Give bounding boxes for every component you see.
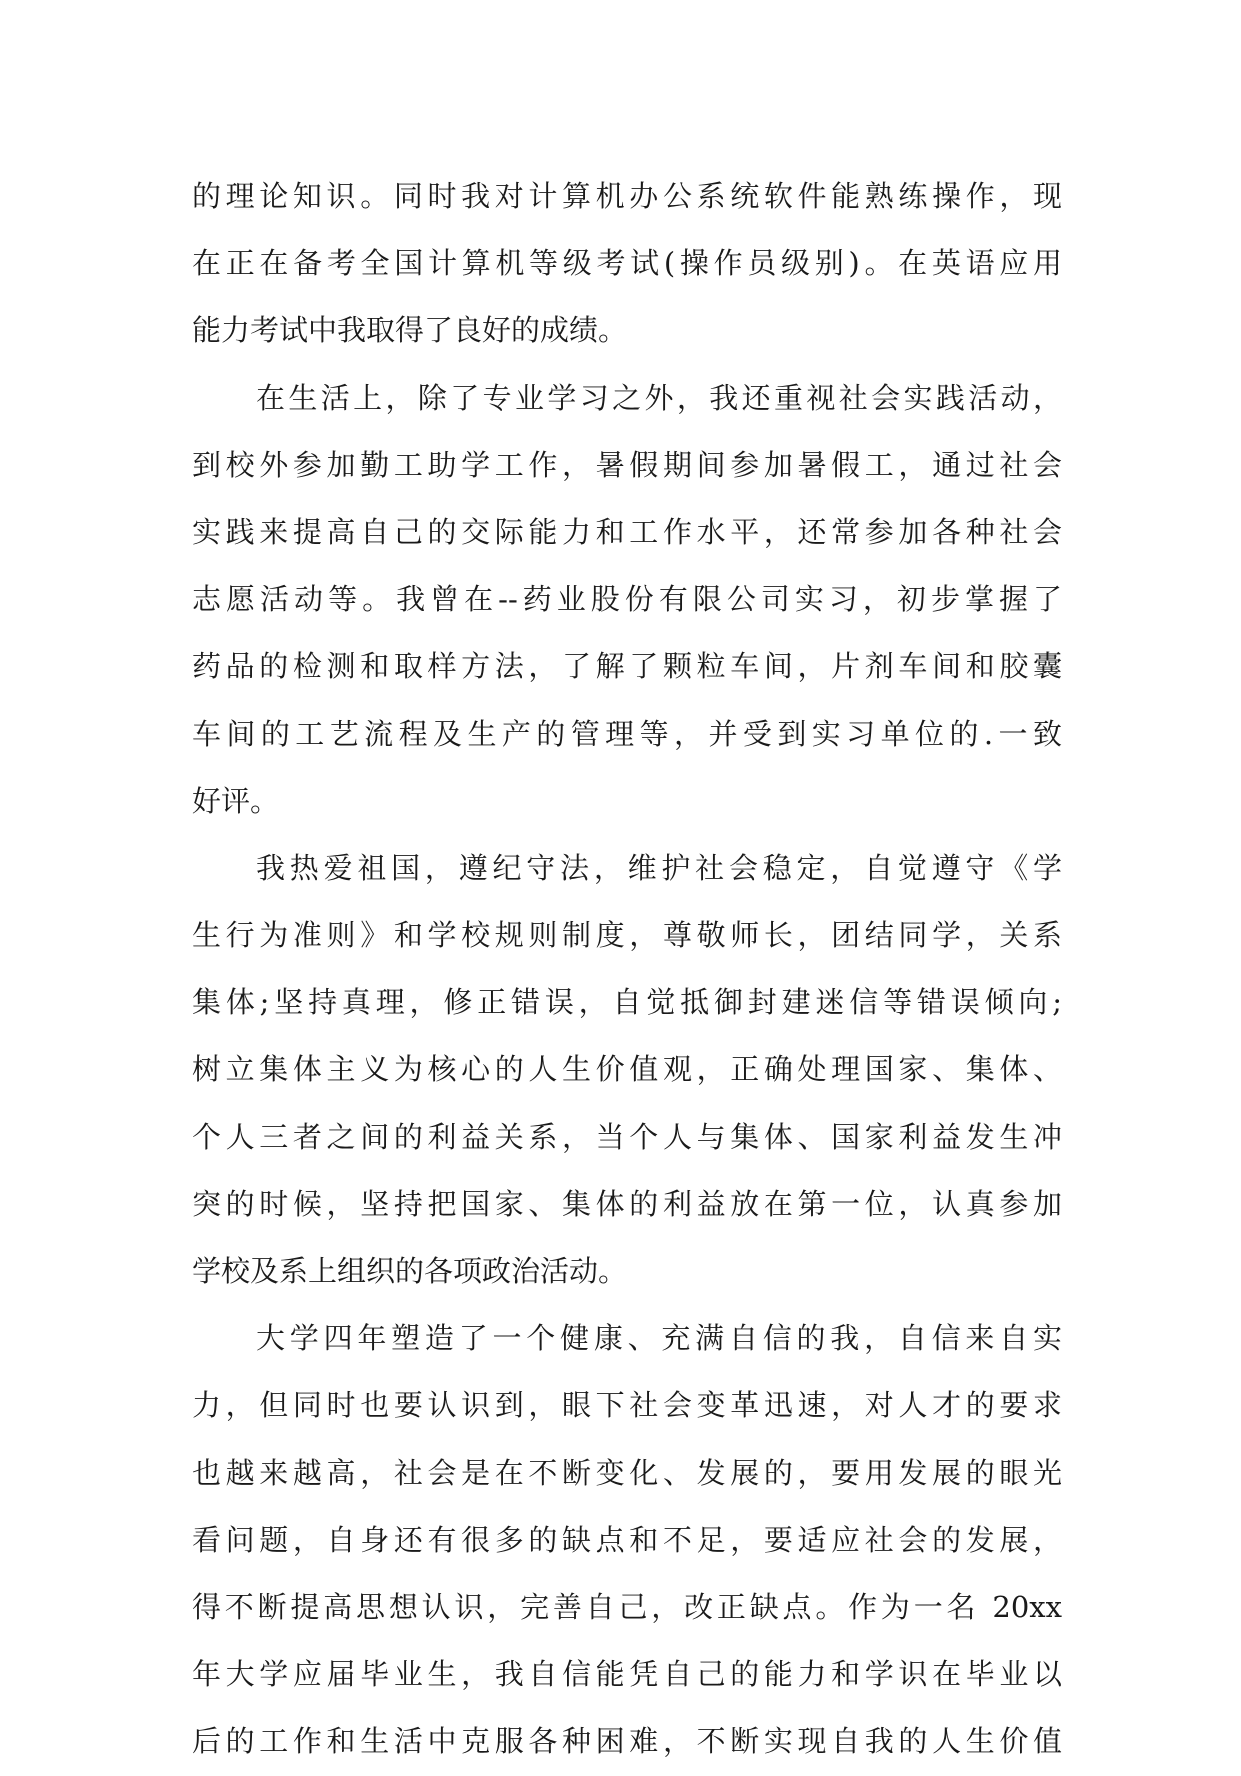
text-line: 也越来越高，社会是在不断变化、发展的，要用发展的眼光 [192, 1455, 1062, 1490]
text-line: 在生活上，除了专业学习之外，我还重视社会实践活动， [256, 380, 1062, 415]
text-line: 大学四年塑造了一个健康、充满自信的我，自信来自实 [256, 1321, 1062, 1356]
text-line: 学校及系上组织的各项政治活动。 [192, 1254, 628, 1288]
text-line: 志愿活动等。我曾在--药业股份有限公司实习，初步掌握了 [192, 582, 1062, 617]
paragraph-university-years [192, 1305, 1062, 1775]
text-line: 个人三者之间的利益关系，当个人与集体、国家利益发生冲 [192, 1119, 1062, 1154]
text-line: 看问题，自身还有很多的缺点和不足，要适应社会的发展， [192, 1522, 1062, 1557]
paragraph-patriotism [192, 835, 1062, 1305]
text-line: 车间的工艺流程及生产的管理等，并受到实习单位的.一致 [192, 716, 1062, 751]
text-line: 实践来提高自己的交际能力和工作水平，还常参加各种社会 [192, 514, 1062, 549]
text-line: 的理论知识。同时我对计算机办公系统软件能熟练操作，现 [192, 179, 1062, 213]
text-line: 药品的检测和取样方法，了解了颗粒车间，片剂车间和胶囊 [192, 649, 1062, 684]
text-line: 到校外参加勤工助学工作，暑假期间参加暑假工，通过社会 [192, 447, 1062, 482]
text-line: 我热爱祖国，遵纪守法，维护社会稳定，自觉遵守《学 [256, 850, 1062, 885]
paragraph-theory-knowledge [192, 163, 1062, 365]
text-line: 能力考试中我取得了良好的成绩。 [192, 313, 628, 348]
text-line: 后的工作和生活中克服各种困难，不断实现自我的人生价值 [192, 1724, 1062, 1759]
text-line: 好评。 [192, 783, 280, 818]
text-line: 得不断提高思想认识，完善自己，改正缺点。作为一名 20xx [192, 1589, 1062, 1624]
document-body [192, 163, 1062, 1776]
text-line: 生行为准则》和学校规则制度，尊敬师长，团结同学，关系 [192, 918, 1062, 953]
text-line: 突的时候，坚持把国家、集体的利益放在第一位，认真参加 [192, 1186, 1062, 1221]
paragraph-social-practice [192, 365, 1062, 835]
text-line: 树立集体主义为核心的人生价值观，正确处理国家、集体、 [192, 1052, 1062, 1087]
text-line: 力，但同时也要认识到，眼下社会变革迅速，对人才的要求 [192, 1388, 1062, 1423]
text-line: 在正在备考全国计算机等级考试(操作员级别)。在英语应用 [192, 246, 1062, 281]
text-line: 年大学应届毕业生，我自信能凭自己的能力和学识在毕业以 [192, 1657, 1062, 1692]
text-line: 集体;坚持真理，修正错误，自觉抵御封建迷信等错误倾向; [192, 985, 1062, 1020]
